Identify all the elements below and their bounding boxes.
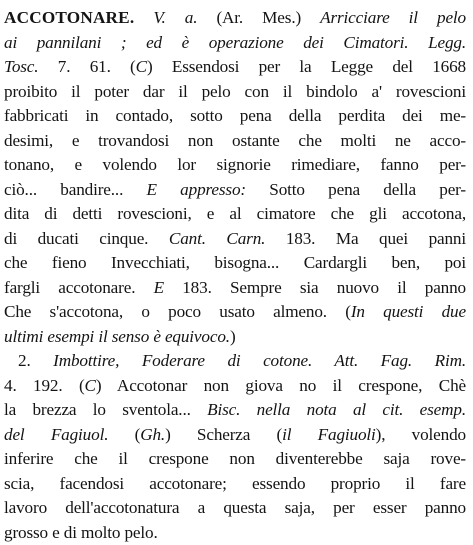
body-text: ciò... bandire... xyxy=(4,180,147,199)
body-text: ( xyxy=(108,425,140,444)
entry-line xyxy=(4,472,466,497)
entry-line xyxy=(4,178,466,203)
body-text: 183. Ma quei panni xyxy=(265,229,466,248)
body-text: (Ar. Mes.) xyxy=(197,8,320,27)
entry-line xyxy=(4,398,466,423)
body-text: desimi, e trovandosi non ostante che molti ne acco- xyxy=(4,131,466,150)
italic-text: Bisc. nella nota al cit. esemp. xyxy=(207,400,466,419)
italic-text: C xyxy=(85,376,96,395)
italic-text: In questi due xyxy=(351,302,466,321)
entry-line xyxy=(4,227,466,252)
entry-line xyxy=(4,6,466,31)
entry-line xyxy=(4,55,466,80)
entry-line xyxy=(4,447,466,472)
italic-text: V. a. xyxy=(153,8,197,27)
entry-line xyxy=(4,300,466,325)
body-text: lavoro dell'accotonatura a questa saja, per esser panno xyxy=(4,498,466,517)
body-text: proibito il poter dar il pelo con il bindolo a' rovescioni xyxy=(4,82,466,101)
entry-line xyxy=(4,129,466,154)
body-text: scia, facendosi accotonare; essendo proprio il fare xyxy=(4,474,466,493)
italic-text: E xyxy=(154,278,164,297)
italic-text: C xyxy=(136,57,147,76)
body-text: ) xyxy=(230,327,236,346)
body-text: ) Scherza ( xyxy=(165,425,282,444)
entry-line xyxy=(4,202,466,227)
italic-text: il Fagiuoli xyxy=(282,425,376,444)
entry-line xyxy=(4,276,466,301)
body-text: Sotto pena della per- xyxy=(246,180,466,199)
body-text: 183. Sempre sia nuovo il panno xyxy=(164,278,466,297)
entry-line xyxy=(4,325,466,350)
italic-text: Arricciare il pelo xyxy=(320,8,466,27)
italic-text: Tosc. xyxy=(4,57,38,76)
entry-line xyxy=(4,423,466,448)
body-text: 2. xyxy=(18,351,53,370)
entry-line xyxy=(4,251,466,276)
dictionary-entry-accotonare xyxy=(4,6,466,545)
italic-text: E appresso: xyxy=(147,180,246,199)
body-text: Che s'accotona, o poco usato almeno. ( xyxy=(4,302,351,321)
body-text xyxy=(134,8,153,27)
entry-line xyxy=(4,31,466,56)
italic-text: Imbottire, Foderare di cotone. Att. Fag. Rim. xyxy=(53,351,466,370)
body-text: la brezza lo sventola... xyxy=(4,400,207,419)
entry-line xyxy=(4,374,466,399)
body-text: fabbricati in contado, sotto pena della perdita dei me- xyxy=(4,106,466,125)
entry-line xyxy=(4,521,466,545)
body-text: di ducati cinque. xyxy=(4,229,169,248)
entry-line xyxy=(4,80,466,105)
headword: ACCOTONARE. xyxy=(4,8,134,27)
body-text: tonano, e volendo lor signorie rimediare, fanno per- xyxy=(4,155,466,174)
italic-text: ai pannilani ; ed è operazione dei Cimatori. Legg. xyxy=(4,33,466,52)
italic-text: del Fagiuol. xyxy=(4,425,108,444)
entry-line xyxy=(4,349,466,374)
body-text: che fieno Invecchiati, bisogna... Cardargli ben, poi xyxy=(4,253,466,272)
body-text: grosso e di molto pelo. xyxy=(4,523,158,542)
body-text: inferire che il crespone non diventerebbe saja rove- xyxy=(4,449,466,468)
entry-line xyxy=(4,104,466,129)
body-text: ) Accotonar non giova no il crespone, Chè xyxy=(96,376,466,395)
body-text: ) Essendosi per la Legge del 1668 xyxy=(147,57,466,76)
italic-text: Cant. Carn. xyxy=(169,229,265,248)
italic-text: Gh. xyxy=(140,425,165,444)
body-text: ), volendo xyxy=(376,425,466,444)
italic-text: ultimi esempi il senso è equivoco. xyxy=(4,327,230,346)
entry-line xyxy=(4,496,466,521)
body-text: dita di detti rovescioni, e al cimatore che gli accotona, xyxy=(4,204,466,223)
body-text: 4. 192. ( xyxy=(4,376,85,395)
body-text: 7. 61. ( xyxy=(38,57,135,76)
body-text: fargli accotonare. xyxy=(4,278,154,297)
entry-line xyxy=(4,153,466,178)
